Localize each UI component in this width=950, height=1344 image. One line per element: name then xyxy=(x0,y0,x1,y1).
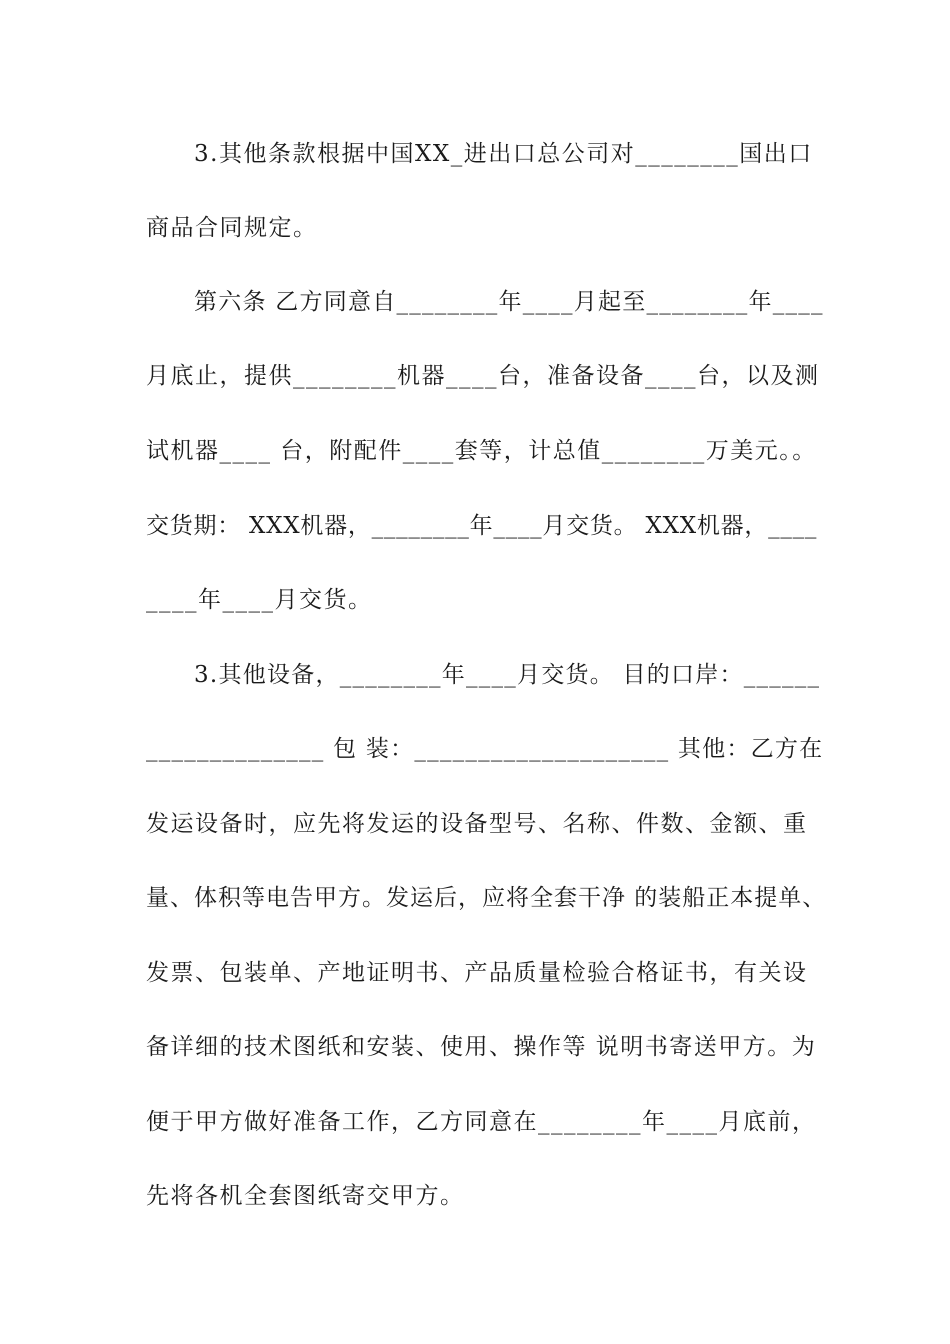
text-line-5: 试机器____ 台，附配件____套等，计总值________万美元。。 xyxy=(146,438,817,464)
text-line-9: ______________ 包 装：____________________ 其他：乙方在 xyxy=(146,736,824,762)
text-line-7: ____年____月交货。 xyxy=(146,587,373,613)
text-line-6: 交货期： XXX机器，________年____月交货。 XXX机器，____ xyxy=(146,513,818,539)
text-line-13: 备详细的技术图纸和安装、使用、操作等 说明书寄送甲方。为 xyxy=(146,1034,817,1060)
text-line-4: 月底止，提供________机器____台，准备设备____台，以及测 xyxy=(146,363,820,389)
text-line-12: 发票、包装单、产地证明书、产品质量检验合格证书，有关设 xyxy=(146,960,808,986)
text-line-11: 量、体积等电告甲方。发运后，应将全套干净 的装船正本提单、 xyxy=(146,885,827,911)
text-line-1: 3.其他条款根据中国XX_进出口总公司对________国出口 xyxy=(194,141,813,167)
text-line-8: 3.其他设备，________年____月交货。 目的口岸：______ xyxy=(194,662,821,688)
text-line-14: 便于甲方做好准备工作，乙方同意在________年____月底前， xyxy=(146,1109,817,1135)
text-line-2: 商品合同规定。 xyxy=(146,215,318,241)
text-line-15: 先将各机全套图纸寄交甲方。 xyxy=(146,1183,465,1209)
text-line-3: 第六条 乙方同意自________年____月起至________年____ xyxy=(194,289,824,315)
text-line-10: 发运设备时，应先将发运的设备型号、名称、件数、金额、重 xyxy=(146,811,808,837)
